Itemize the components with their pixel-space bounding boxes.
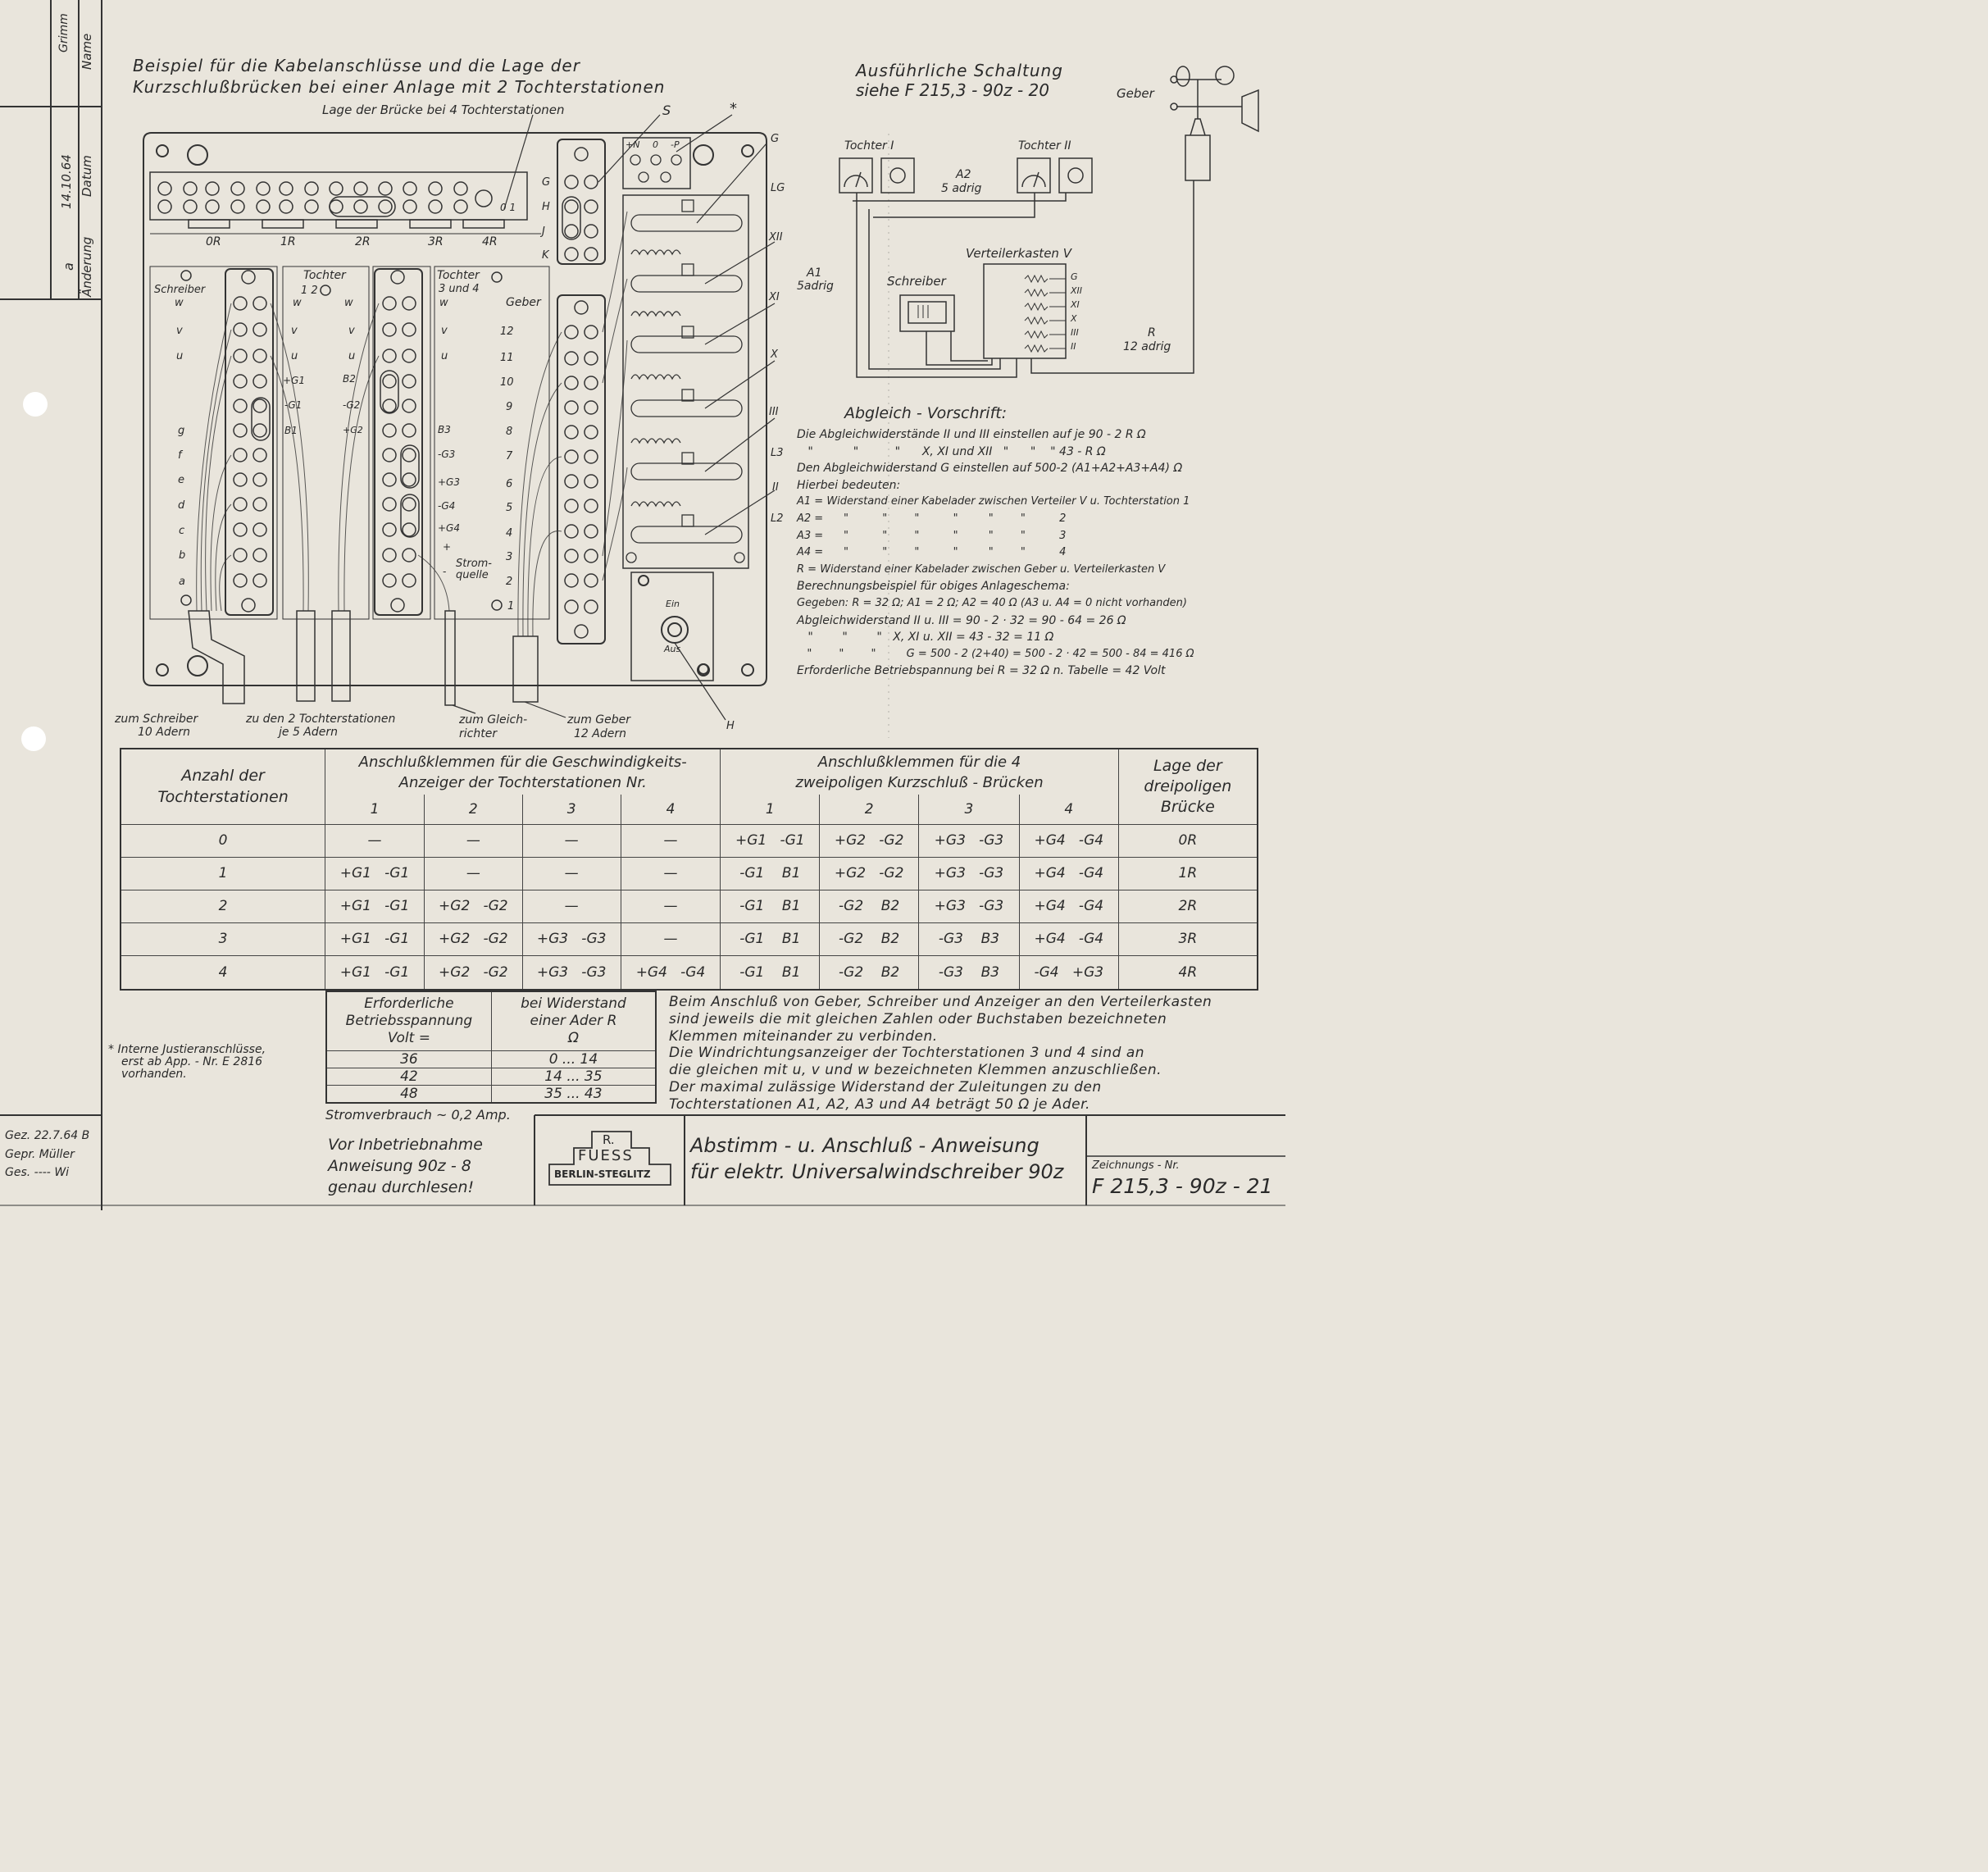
cell: +G1 -G1 [325,890,425,922]
res-label-l3: L3 [771,447,784,459]
date-label: Datum [80,155,94,197]
letter-g: G [542,176,551,189]
row-n: 1 [121,857,325,890]
res-label-xi: XI [769,291,780,303]
ges-label: Ges. ---- Wi [5,1166,70,1179]
logo-r: R. [603,1132,615,1147]
hdr-lage-2: dreipoligen [1144,777,1232,795]
col4-w: w [439,297,448,309]
abgleich-line: " " " X, XI und XII " " " 43 - R Ω [797,444,1106,458]
schematic-title1: Ausführliche Schaltung [856,61,1063,80]
cell: +G2 -G2 [820,824,919,857]
abgleich-line: " " " G = 500 - 2 (2+40) = 500 - 2 · 42 = 500 - 84 = 416 Ω [797,647,1194,660]
bridge-label-0r: 0R [206,235,221,248]
verteiler-res-g: G [1071,271,1078,282]
col4-b3: B3 [438,424,451,435]
resist-h3: Ω [567,1029,579,1046]
rev-date: 14.10.64 [59,154,74,209]
geber-12: 12 [500,326,514,338]
tochter34-sub: 3 und 4 [439,283,480,295]
res-label-ii: II [772,481,779,494]
note-line: Klemmen miteinander zu verbinden. [669,1027,938,1045]
stromverbrauch: Stromverbrauch ~ 0,2 Amp. [325,1107,511,1123]
table-row [121,890,1258,922]
cell: — [424,824,522,857]
warning-1: Vor Inbetriebnahme [328,1136,483,1154]
bridge-table [120,748,1258,991]
schematic-tochter1: Tochter I [844,139,894,153]
cell: -G1 B1 [721,857,820,890]
sub-b2: 2 [820,795,919,824]
col3-w: w [344,297,353,309]
col3-b2: B2 [343,373,356,385]
table-row [121,955,1258,990]
geber-10: 10 [500,376,514,389]
res-label-g: G [771,133,780,145]
geber-2: 2 [506,576,513,588]
verteiler-res-ii: II [1071,341,1076,352]
hdr-anzahl-2: Tochterstationen [157,788,289,807]
abgleich-line: Abgleichwiderstand II u. III = 90 - 2 · 32 = 90 - 64 = 26 Ω [797,613,1126,627]
cable-gleich-2: richter [459,727,498,740]
gepr-label: Gepr. Müller [5,1148,75,1161]
cable-schreiber-1: zum Schreiber [115,713,198,726]
geber-7: 7 [506,450,513,462]
sub-a2: 2 [424,795,522,824]
warning-3: genau durchlesen! [328,1178,475,1196]
cable-geber-2: 12 Adern [574,727,626,740]
geber-11: 11 [500,352,514,364]
terminal-n: +N [626,139,640,150]
col4-v: v [441,325,448,337]
footnote-2: erst ab App. - Nr. E 2816 [121,1055,263,1068]
hdr-lage-3: Brücke [1160,797,1215,816]
res-label-x: X [771,348,778,361]
volt-header [326,991,491,1050]
volt-cell: 42 [326,1068,491,1085]
cable-schreiber-2: 10 Adern [138,726,190,739]
cell: +G1 -G1 [325,922,425,955]
switch-ein: Ein [666,599,680,609]
header-line2: Kurzschlußbrücken bei einer Anlage mit 2 Tochterstationen [133,77,666,97]
schematic-title2: siehe F 215,3 - 90z - 20 [856,80,1049,100]
volt-h3: Volt = [387,1029,430,1046]
logo-fuess: FUESS [578,1147,634,1164]
res-label-xii: XII [769,231,783,244]
notes [669,994,1212,1114]
schematic-schreiber: Schreiber [887,274,946,289]
cell: +G3 -G3 [919,890,1020,922]
cell: +G3 -G3 [919,857,1020,890]
schreiber-a: a [179,576,185,588]
cell: -G3 B3 [919,922,1020,955]
note-line: Beim Anschluß von Geber, Schreiber und Anzeiger an den Verteilerkasten [669,994,1212,1010]
abgleich-line: Den Abgleichwiderstand G einstellen auf 500-2 (A1+A2+A3+A4) Ω [797,462,1183,476]
geber-8: 8 [506,426,513,438]
col3-pg2: +G2 [343,425,363,435]
footnote [108,1044,266,1081]
table-row [326,1050,656,1068]
col4-mg4: -G4 [438,500,456,512]
cell: -G2 B2 [820,890,919,922]
abgleich-line: Erforderliche Betriebspannung bei R = 32 Ω n. Tabelle = 42 Volt [797,664,1166,678]
res-label-iii: III [769,406,779,418]
rev-letter: a [61,262,76,271]
cell: +G2 -G2 [424,922,522,955]
quelle-label: quelle [456,569,489,581]
abgleich-line: Gegeben: R = 32 Ω; A1 = 2 Ω; A2 = 40 Ω (A3 u. A4 = 0 nicht vorhanden) [797,596,1187,609]
cell: — [424,857,522,890]
abgleich-line: Die Abgleichwiderstände II und III einstellen auf je 90 - 2 R Ω [797,428,1146,441]
cell: -G1 B1 [721,922,820,955]
voltage-table [325,991,657,1104]
cell: +G2 -G2 [424,890,522,922]
hdr-kurz-2: zweipoligen Kurzschluß - Brücken [795,773,1044,791]
schematic-verteiler: Verteilerkasten V [966,246,1071,261]
schematic-r-sub: 12 adrig [1123,340,1171,353]
cell-lage: 2R [1118,890,1258,922]
cell: -G3 B3 [919,955,1020,990]
cell: — [522,824,621,857]
col2-u: u [291,350,298,362]
abgleich-lines [797,426,1281,680]
col2-b1: B1 [284,425,298,436]
note-line: Die Windrichtungsanzeiger der Tochterstationen 3 und 4 sind an [669,1045,1145,1062]
cable-geber-1: zum Geber [567,713,631,726]
cell: +G2 -G2 [424,955,522,990]
drawing-no: F 215,3 - 90z - 21 [1092,1174,1273,1198]
cell: — [325,824,425,857]
hdr-kurz-1: Anschlußklemmen für die 4 [817,753,1021,771]
row-n: 4 [121,955,325,990]
geber-3: 3 [506,551,513,563]
schreiber-u: u [176,350,184,362]
cell: -G2 B2 [820,922,919,955]
schreiber-v: v [176,325,183,337]
resist-header [491,991,656,1050]
verteiler-res-xii: XII [1071,285,1083,296]
hdr-klemmen-2: Anzeiger der Tochterstationen Nr. [398,773,647,791]
geber-1: 1 [507,600,515,613]
row-n: 0 [121,824,325,857]
pos-label: 0 1 [500,202,516,213]
bridge-label-4r: 4R [482,235,498,248]
sub-b4: 4 [1019,795,1118,824]
table-row [121,922,1258,955]
abgleich-line: A1 = Widerstand einer Kabelader zwischen Verteiler V u. Tochterstation 1 [797,495,1190,508]
doc-title-2: für elektr. Universalwindschreiber 90z [690,1160,1064,1183]
abgleich-title: Abgleich - Vorschrift: [844,404,1008,422]
star-label: * [730,100,737,117]
cell: — [522,857,621,890]
schreiber-c: c [179,525,185,537]
geber-9: 9 [506,401,513,413]
resist-h1: bei Widerstand [521,995,626,1012]
bridge-label-2r: 2R [355,235,371,248]
schreiber-label: Schreiber [154,284,206,296]
col3-mg2: -G2 [343,399,361,411]
tochter12-num: 1 2 [301,285,318,297]
verteiler-res-x: X [1071,313,1077,324]
table-row [121,857,1258,890]
hdr-anzahl-1: Anzahl der [181,767,265,786]
cell: +G3 -G3 [522,955,621,990]
cell: — [522,890,621,922]
schematic-tochter2: Tochter II [1018,139,1071,153]
hdr-klemmen [325,749,721,795]
schreiber-w: w [175,297,184,309]
cell: +G4 -G4 [1019,922,1118,955]
cell: +G1 -G1 [721,824,820,857]
sub-a3: 3 [522,795,621,824]
schreiber-e: e [178,474,184,486]
h-label: H [726,720,735,732]
col4-minus: - [443,566,447,577]
schreiber-d: d [178,499,185,512]
volt-cell: 48 [326,1085,491,1103]
cell: +G4 -G4 [621,955,721,990]
geber-label: Geber [506,296,541,309]
geber-5: 5 [506,502,513,514]
letter-j: J [542,225,545,238]
resist-h2: einer Ader R [530,1012,617,1029]
cable-gleich-1: zum Gleich- [459,713,528,726]
schematic-a2: A2 [956,168,971,181]
resist-cell: 35 ... 43 [491,1085,656,1103]
resist-cell: 0 ... 14 [491,1050,656,1068]
sub-a1: 1 [325,795,425,824]
schreiber-b: b [179,549,186,562]
col2-pg1: +G1 [283,375,305,386]
res-label-l2: L2 [771,512,784,525]
cell: -G1 B1 [721,955,820,990]
verteiler-res-iii: III [1071,327,1079,338]
schematic-r: R [1148,326,1156,339]
resist-cell: 14 ... 35 [491,1068,656,1085]
cell: — [621,857,721,890]
geber-4: 4 [506,527,513,540]
gez-label: Gez. 22.7.64 B [5,1129,90,1142]
cell: +G3 -G3 [919,824,1020,857]
schematic-a1-sub: 5adrig [797,280,834,293]
cable-tochter-2: je 5 Adern [279,726,339,739]
note-line: Tochterstationen A1, A2, A3 und A4 beträgt 50 Ω je Ader. [669,1095,1090,1113]
strom-label: Strom- [456,558,493,570]
bridge-label-3r: 3R [428,235,444,248]
hdr-kurz [721,749,1118,795]
volt-h2: Betriebsspannung [345,1012,473,1029]
abgleich-line: A3 = " " " " " " 3 [797,529,1067,542]
name-label: Name [80,33,94,70]
volt-cell: 36 [326,1050,491,1068]
table-row [326,1085,656,1103]
cell: +G4 -G4 [1019,890,1118,922]
cell: +G3 -G3 [522,922,621,955]
col4-pg3: +G3 [438,476,460,488]
col4-u: u [441,350,448,362]
row-n: 3 [121,922,325,955]
abgleich-line: A4 = " " " " " " 4 [797,546,1067,559]
col4-plus: + [443,541,452,553]
hdr-anzahl [121,749,325,824]
cell: +G1 -G1 [325,857,425,890]
tochter34-label: Tochter [437,269,480,282]
cell-lage: 4R [1118,955,1258,990]
footnote-1: * Interne Justieranschlüsse, [108,1043,266,1056]
letter-k: K [542,249,549,262]
table-row [121,824,1258,857]
hdr-klemmen-1: Anschlußklemmen für die Geschwindigkeits- [358,753,687,771]
note-line: Der maximal zulässige Widerstand der Zuleitungen zu den [669,1078,1102,1095]
col3-u: u [348,350,356,362]
s-label: S [662,102,671,118]
col4-pg4: +G4 [438,522,460,534]
cell: — [621,890,721,922]
col2-v: v [291,325,298,337]
schematic-a1: A1 [807,266,822,280]
footnote-3: vorhanden. [121,1068,187,1081]
cell: +G1 -G1 [325,955,425,990]
table-row [326,1068,656,1085]
res-label-lg: LG [771,182,785,194]
abgleich-line: Berechnungsbeispiel für obiges Anlageschema: [797,580,1070,594]
note-line: sind jeweils die mit gleichen Zahlen oder Buchstaben bezeichneten [669,1010,1167,1027]
cell: +G4 -G4 [1019,857,1118,890]
letter-h: H [542,201,550,213]
cell-lage: 1R [1118,857,1258,890]
sub-a4: 4 [621,795,721,824]
terminal-0: 0 [653,139,658,150]
hdr-lage-1: Lage der [1153,756,1222,775]
rev-name: Grimm [57,13,71,52]
row-n: 2 [121,890,325,922]
schreiber-g: g [178,425,185,437]
col2-mg1: -G1 [284,399,303,411]
bridge-note: Lage der Brücke bei 4 Tochterstationen [322,102,565,117]
sub-b3: 3 [919,795,1020,824]
terminal-p: -P [671,139,680,150]
cell: -G4 +G3 [1019,955,1118,990]
note-line: die gleichen mit u, v und w bezeichneten Klemmen anzuschließen. [669,1062,1162,1079]
cell: +G2 -G2 [820,857,919,890]
cell: -G2 B2 [820,955,919,990]
cell: -G1 B1 [721,890,820,922]
abgleich-line: R = Widerstand einer Kabelader zwischen Geber u. Verteilerkasten V [797,563,1166,576]
abgleich-line: A2 = " " " " " " 2 [797,512,1067,525]
tochter12-label: Tochter [303,269,346,282]
doc-title-1: Abstimm - u. Anschluß - Anweisung [690,1134,1039,1157]
schematic-geber: Geber [1117,86,1154,101]
verteiler-res-xi: XI [1071,299,1080,310]
geber-6: 6 [506,478,513,490]
hdr-lage [1118,749,1258,824]
drawing-no-label: Zeichnungs - Nr. [1092,1159,1180,1172]
cell-lage: 3R [1118,922,1258,955]
abgleich-line: " " " X, XI u. XII = 43 - 32 = 11 Ω [797,631,1054,644]
switch-aus: Aus [664,644,681,654]
schematic-a2-sub: 5 adrig [941,182,982,195]
cell: — [621,824,721,857]
warning-2: Anweisung 90z - 8 [328,1157,471,1175]
warning [328,1134,483,1198]
change-label: Änderung [80,236,94,297]
bridge-label-1r: 1R [280,235,296,248]
col2-w: w [293,297,302,309]
sub-b1: 1 [721,795,820,824]
schreiber-f: f [178,449,182,462]
cell-lage: 0R [1118,824,1258,857]
cell: +G4 -G4 [1019,824,1118,857]
volt-h1: Erforderliche [364,995,454,1012]
header-line1: Beispiel für die Kabelanschlüsse und die Lage der [133,56,580,75]
col4-mg3: -G3 [438,449,456,460]
cell: — [621,922,721,955]
logo-city: BERLIN-STEGLITZ [554,1168,651,1180]
col3-v: v [348,325,355,337]
cable-tochter-1: zu den 2 Tochterstationen [246,713,396,726]
abgleich-line: Hierbei bedeuten: [797,478,901,492]
